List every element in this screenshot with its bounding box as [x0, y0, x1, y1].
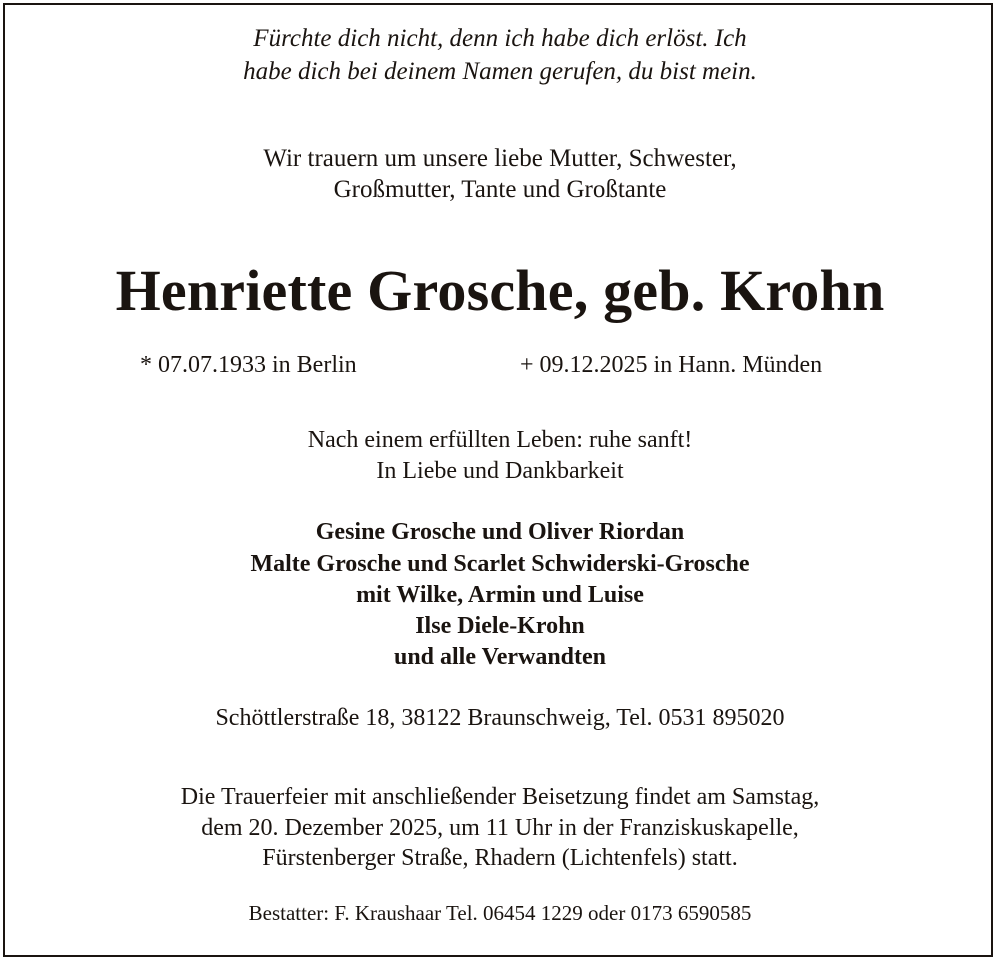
- intro-line-1: Wir trauern um unsere liebe Mutter, Schwester,: [263, 145, 737, 172]
- farewell-line-2: In Liebe und Dankbarkeit: [376, 458, 624, 484]
- undertaker-info: Bestatter: F. Kraushaar Tel. 06454 1229 oder 0173 6590585: [248, 901, 752, 925]
- mourner-line-4: Ilse Diele-Krohn: [415, 613, 585, 639]
- mourner-line-2: Malte Grosche und Scarlet Schwiderski-Grosche: [250, 551, 750, 577]
- deceased-name: Henriette Grosche, geb. Krohn: [115, 258, 885, 323]
- bible-verse-line-1: Fürchte dich nicht, denn ich habe dich erlöst. Ich: [253, 25, 747, 52]
- farewell-line-1: Nach einem erfüllten Leben: ruhe sanft!: [307, 427, 693, 453]
- bible-verse-line-2: habe dich bei deinem Namen gerufen, du bist mein.: [243, 58, 757, 85]
- death-date: + 09.12.2025 in Hann. Münden: [520, 352, 823, 378]
- ceremony-line-3: Fürstenberger Straße, Rhadern (Lichtenfels) statt.: [262, 845, 738, 871]
- mourner-line-3: mit Wilke, Armin und Luise: [356, 582, 644, 608]
- mourner-line-1: Gesine Grosche und Oliver Riordan: [315, 519, 685, 545]
- birth-date: * 07.07.1933 in Berlin: [140, 352, 357, 378]
- intro-line-2: Großmutter, Tante und Großtante: [333, 176, 667, 203]
- ceremony-line-2: dem 20. Dezember 2025, um 11 Uhr in der Franziskuskapelle,: [201, 815, 799, 841]
- mourner-line-5: und alle Verwandten: [393, 644, 607, 670]
- ceremony-line-1: Die Trauerfeier mit anschließender Beisetzung findet am Samstag,: [180, 784, 820, 810]
- family-address: Schöttlerstraße 18, 38122 Braunschweig, Tel. 0531 895020: [215, 705, 785, 731]
